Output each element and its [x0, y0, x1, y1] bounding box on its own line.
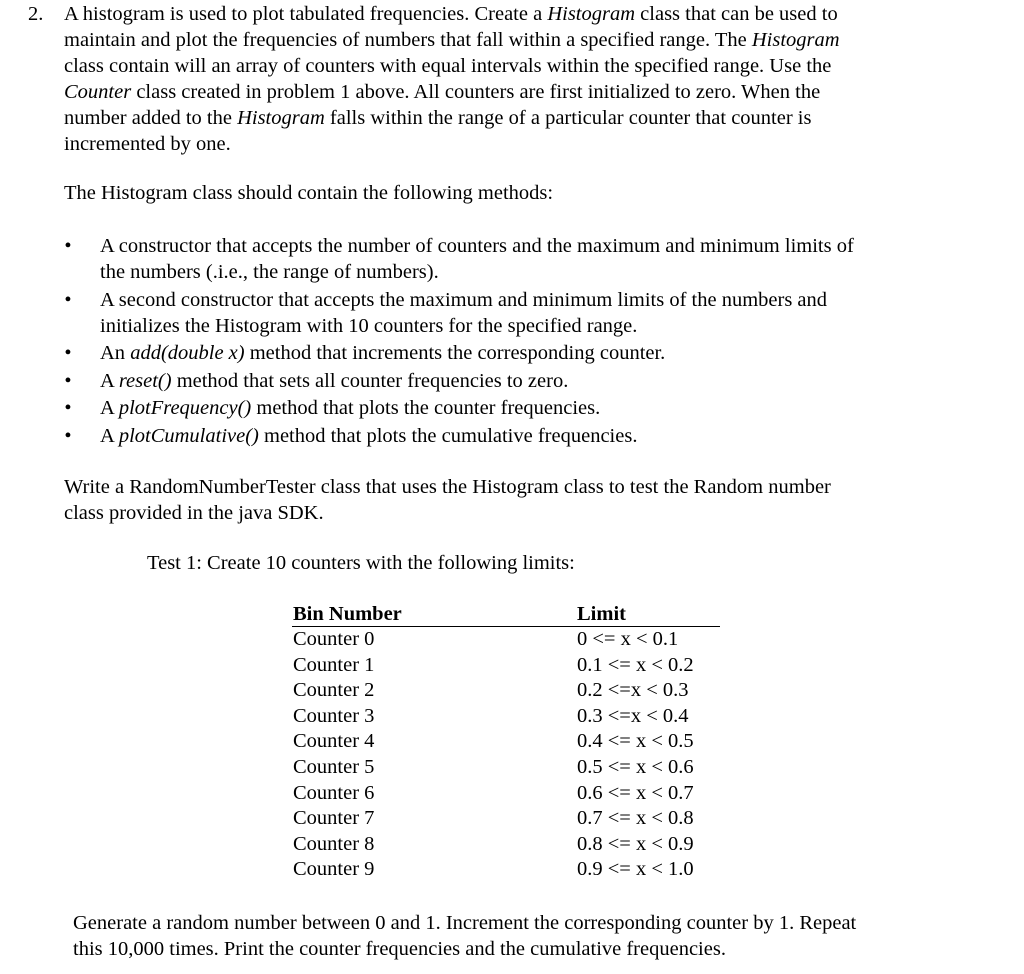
bin-number-cell: Counter 9 — [293, 858, 375, 881]
italic-term: plotFrequency() — [118, 397, 252, 419]
bin-row — [292, 678, 720, 704]
limit-cell: 0.3 <=x < 0.4 — [577, 704, 689, 727]
bin-number-cell: Counter 1 — [293, 653, 375, 676]
bin-table-body — [292, 627, 720, 883]
method-item — [64, 340, 964, 366]
intro-line: class contain will an array of counters with equal intervals within the specified range. Use the — [64, 55, 832, 77]
limit-cell: 0.8 <= x < 0.9 — [577, 832, 694, 855]
method-line: initializes the Histogram with 10 counters for the specified range. — [100, 314, 638, 337]
italic-term: reset() — [118, 369, 172, 392]
intro-line: incremented by one. — [64, 133, 231, 155]
limit-cell: 0.5 <= x < 0.6 — [577, 755, 694, 778]
bullet-icon: • — [64, 397, 72, 419]
method-text — [100, 287, 964, 339]
intro-line: Counter class created in problem 1 above. All counters are first initialized to zero. When the — [64, 81, 821, 103]
bin-number-cell: Counter 2 — [293, 679, 375, 702]
final-instructions — [73, 910, 856, 962]
method-text — [100, 368, 964, 394]
bin-number-cell: Counter 0 — [293, 628, 375, 650]
limit-cell: 0.9 <= x < 1.0 — [577, 858, 694, 881]
tester-paragraph — [64, 474, 831, 526]
method-text — [100, 395, 964, 421]
bullet-icon: • — [64, 369, 72, 392]
methods-heading: The Histogram class should contain the following methods: — [64, 182, 554, 204]
method-item — [64, 423, 964, 449]
method-item — [64, 368, 964, 394]
bullet-icon: • — [64, 288, 72, 311]
limit-cell: 0 <= x < 0.1 — [577, 628, 679, 650]
italic-term: plotCumulative() — [118, 424, 259, 447]
method-item — [64, 233, 964, 285]
bin-row — [292, 729, 720, 755]
method-text — [100, 340, 964, 366]
tester-line: class provided in the java SDK. — [64, 502, 324, 524]
bullet-icon: • — [64, 235, 72, 257]
bin-row — [292, 627, 720, 653]
method-item — [64, 287, 964, 339]
bin-row — [292, 832, 720, 858]
bin-number-cell: Counter 4 — [293, 730, 375, 753]
method-line: A plotFrequency() method that plots the counter frequencies. — [100, 397, 601, 419]
bullet-icon: • — [64, 424, 72, 447]
intro-line: number added to the Histogram falls within the range of a particular counter that counter is — [64, 107, 812, 129]
methods-list — [64, 233, 964, 450]
tester-line: Write a RandomNumberTester class that uses the Histogram class to test the Random number — [64, 476, 831, 498]
bin-table-header — [292, 602, 720, 627]
bin-number-cell: Counter 3 — [293, 704, 375, 727]
bin-row — [292, 857, 720, 883]
problem-number: 2. — [28, 3, 44, 25]
italic-term: add(double x) — [130, 342, 245, 364]
method-item — [64, 395, 964, 421]
problem-intro — [64, 1, 994, 157]
bin-number-cell: Counter 7 — [293, 807, 375, 830]
limit-cell: 0.4 <= x < 0.5 — [577, 730, 694, 753]
limit-cell: 0.6 <= x < 0.7 — [577, 781, 694, 804]
bullet-icon: • — [64, 342, 72, 364]
bin-row — [292, 755, 720, 781]
final-line: this 10,000 times. Print the counter frequencies and the cumulative frequencies. — [73, 938, 726, 960]
italic-term: Counter — [64, 81, 132, 103]
method-line: the numbers (.i.e., the range of numbers). — [100, 261, 439, 283]
method-line: A plotCumulative() method that plots the cumulative frequencies. — [100, 424, 638, 447]
final-line: Generate a random number between 0 and 1. Increment the corresponding counter by 1. Repeat — [73, 912, 857, 934]
method-line: A reset() method that sets all counter frequencies to zero. — [100, 369, 569, 392]
limit-cell: 0.7 <= x < 0.8 — [577, 807, 694, 830]
limit-cell: 0.2 <=x < 0.3 — [577, 679, 689, 702]
method-line: A second constructor that accepts the maximum and minimum limits of the numbers and — [100, 288, 828, 311]
bin-row — [292, 781, 720, 807]
limit-cell: 0.1 <= x < 0.2 — [577, 653, 694, 676]
bin-number-header: Bin Number — [293, 603, 402, 625]
italic-term: Histogram — [751, 29, 840, 51]
italic-term: Histogram — [547, 3, 636, 25]
bin-number-cell: Counter 5 — [293, 755, 375, 778]
bin-number-cell: Counter 6 — [293, 781, 375, 804]
bin-number-cell: Counter 8 — [293, 832, 375, 855]
limit-header: Limit — [577, 603, 626, 625]
bin-row — [292, 806, 720, 832]
method-text — [100, 233, 964, 285]
test1-label: Test 1: Create 10 counters with the following limits: — [147, 552, 575, 574]
bin-row — [292, 653, 720, 679]
bin-table — [292, 602, 720, 883]
italic-term: Histogram — [237, 107, 325, 129]
method-line: A constructor that accepts the number of counters and the maximum and minimum limits of — [100, 235, 854, 257]
intro-line: maintain and plot the frequencies of numbers that fall within a specified range. The Histogram — [64, 29, 840, 51]
intro-line: A histogram is used to plot tabulated frequencies. Create a Histogram class that can be used to — [64, 3, 838, 25]
method-line: An add(double x) method that increments the corresponding counter. — [100, 342, 666, 364]
method-text — [100, 423, 964, 449]
bin-row — [292, 704, 720, 730]
